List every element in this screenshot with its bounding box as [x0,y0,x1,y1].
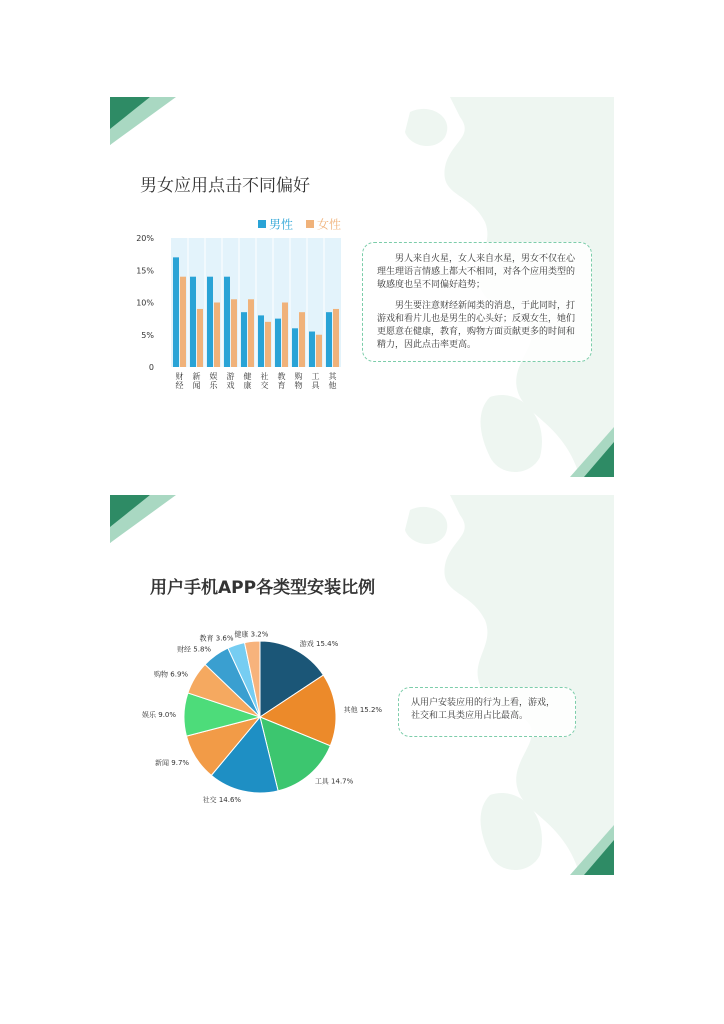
pie-label: 娱乐 9.0% [142,711,177,720]
bar-male [326,312,332,367]
note-paragraph: 男生要注意财经新闻类的消息，于此同时，打游戏和看片儿也是男生的心头好；反观女生，她们更愿意在健康，教育，购物方面贡献更多的时间和精力，因此点击率更高。 [377,301,576,350]
legend-swatch [258,220,266,228]
legend-label: 女性 [317,217,342,232]
bar-female [333,309,339,367]
bar-female [180,277,186,367]
bar-male [309,332,315,367]
y-tick-label: 20% [136,234,154,243]
bar-male [275,319,281,367]
y-tick-label: 5% [141,330,154,340]
bar-female [231,299,237,367]
x-tick-label: 娱乐 [209,372,218,390]
text-note [362,242,592,362]
pie-label: 新闻 9.7% [155,758,190,767]
bar-female [265,322,271,367]
legend-swatch [306,220,314,228]
y-tick-label: 15% [136,266,154,276]
pie-label: 其他 15.2% [343,705,383,714]
x-tick-label: 教育 [277,372,286,390]
note-paragraph: 男人来自火星，女人来自水星，男女不仅在心理生理语言情感上都大不相同，对各个应用类型的敏感度也呈不同偏好趋势； [377,254,576,290]
pie-label: 教育 3.6% [199,634,234,643]
bar-female [299,312,305,367]
pie-chart [110,495,614,875]
bar-female [248,299,254,367]
x-tick-label: 其他 [328,372,337,390]
bar-male [258,315,264,367]
y-tick-label: 0 [148,363,154,372]
slide-title: 男女应用点击不同偏好 [140,176,310,196]
bar-female [316,335,322,367]
legend-label: 男性 [269,217,294,232]
pie-label: 健康 3.2% [234,630,269,639]
pie-label: 游戏 15.4% [299,640,339,649]
bar-male [207,277,213,367]
pie-label: 购物 6.9% [154,670,189,679]
pie-label: 工具 14.7% [314,777,354,786]
x-tick-label: 购物 [294,372,303,390]
text-note: 从用户安装应用的行为上看，游戏，社交和工具类应用占比最高。 [398,687,576,737]
bar-female [197,309,203,367]
bar-male [173,257,179,367]
slide-title: 用户手机APP各类型安装比例 [150,578,376,598]
bar-male [241,312,247,367]
x-tick-label: 新闻 [192,372,201,390]
slide-install-ratio [110,495,614,875]
bar-female [214,303,220,368]
x-tick-label: 健康 [243,372,252,390]
slide-gender-preference [110,97,614,477]
y-tick-label: 10% [136,298,154,308]
x-tick-label: 财经 [175,372,184,390]
bar-male [292,328,298,367]
pie-label: 财经 5.8% [177,645,212,654]
x-tick-label: 社交 [260,372,269,390]
pie-label: 社交 14.6% [202,795,242,804]
bar-male [190,277,196,367]
bar-female [282,303,288,368]
bar-male [224,277,230,367]
x-tick-label: 游戏 [226,372,235,390]
x-tick-label: 工具 [311,372,320,390]
